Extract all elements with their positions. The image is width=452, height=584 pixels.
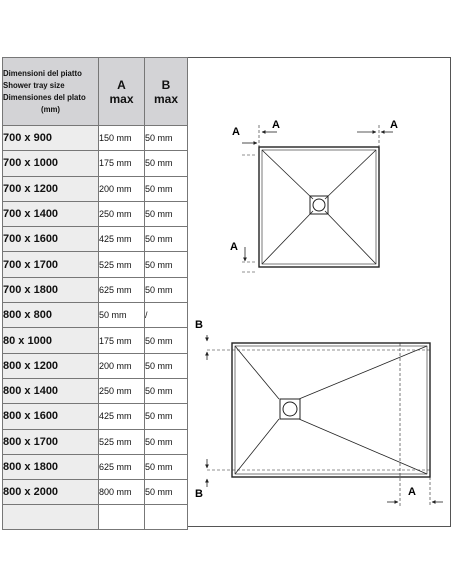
rect-tray-inner	[235, 346, 427, 474]
row-b-max: 50 mm	[145, 328, 188, 353]
header-a-max	[99, 58, 145, 126]
table-row	[3, 227, 188, 252]
row-size: 800 x 1200	[3, 353, 99, 378]
tray-size-table	[2, 57, 188, 530]
row-size: 800 x 1600	[3, 404, 99, 429]
table-row	[3, 454, 188, 479]
row-a-max: 175 mm	[99, 151, 145, 176]
row-size: 80 x 1000	[3, 328, 99, 353]
empty-cell	[99, 505, 145, 530]
rect-tray-diagram	[207, 335, 443, 507]
table-row	[3, 378, 188, 403]
table-row	[3, 303, 188, 328]
square-label-a: A	[390, 119, 398, 131]
row-size: 700 x 1700	[3, 252, 99, 277]
row-a-max: 200 mm	[99, 176, 145, 201]
row-a-max: 250 mm	[99, 201, 145, 226]
table-row	[3, 353, 188, 378]
header-a-max-label: max	[109, 91, 134, 106]
table-row	[3, 252, 188, 277]
row-a-max: 800 mm	[99, 480, 145, 505]
header-line-es: Dimensiones del plato	[3, 92, 86, 102]
row-b-max: 50 mm	[145, 252, 188, 277]
row-b-max: 50 mm	[145, 378, 188, 403]
row-size: 700 x 1800	[3, 277, 99, 302]
square-label-a: A	[272, 119, 280, 131]
row-a-max: 250 mm	[99, 378, 145, 403]
table-row	[3, 480, 188, 505]
empty-cell	[3, 505, 99, 530]
table-row	[3, 126, 188, 151]
square-tray-diagram	[242, 125, 393, 272]
header-line-unit: (mm)	[40, 104, 61, 114]
table-row	[3, 176, 188, 201]
row-b-max: 50 mm	[145, 151, 188, 176]
row-b-max: 50 mm	[145, 277, 188, 302]
row-a-max: 625 mm	[99, 454, 145, 479]
table-row	[3, 151, 188, 176]
rect-drain-grate	[283, 402, 297, 416]
row-a-max: 50 mm	[99, 303, 145, 328]
header-b-max	[145, 58, 188, 126]
row-b-max: /	[145, 303, 188, 328]
row-b-max: 50 mm	[145, 454, 188, 479]
rect-label-b: B	[195, 488, 203, 500]
row-a-max: 525 mm	[99, 252, 145, 277]
row-size: 700 x 900	[3, 126, 99, 151]
row-size: 800 x 1800	[3, 454, 99, 479]
rect-slope-line	[235, 346, 279, 399]
row-b-max: 50 mm	[145, 404, 188, 429]
header-b-letter: B	[161, 77, 171, 92]
row-a-max: 150 mm	[99, 126, 145, 151]
header-a-letter: A	[117, 77, 126, 92]
table-row-empty	[3, 505, 188, 530]
rect-slope-line	[235, 419, 279, 474]
row-a-max: 175 mm	[99, 328, 145, 353]
row-b-max: 50 mm	[145, 227, 188, 252]
square-drain-grate	[313, 199, 325, 211]
row-size: 700 x 1200	[3, 176, 99, 201]
header-line-it: Dimensioni del piatto	[3, 68, 82, 78]
row-a-max: 525 mm	[99, 429, 145, 454]
row-size: 700 x 1600	[3, 227, 99, 252]
row-b-max: 50 mm	[145, 176, 188, 201]
table-row	[3, 404, 188, 429]
row-b-max: 50 mm	[145, 353, 188, 378]
row-size: 700 x 1000	[3, 151, 99, 176]
table-row	[3, 328, 188, 353]
row-a-max: 200 mm	[99, 353, 145, 378]
square-label-a: A	[232, 126, 240, 138]
row-a-max: 625 mm	[99, 277, 145, 302]
row-size: 800 x 1700	[3, 429, 99, 454]
row-b-max: 50 mm	[145, 201, 188, 226]
empty-cell	[145, 505, 188, 530]
row-b-max: 50 mm	[145, 126, 188, 151]
row-b-max: 50 mm	[145, 480, 188, 505]
table-header-row	[3, 58, 188, 126]
row-size: 800 x 2000	[3, 480, 99, 505]
square-slope-line	[325, 211, 376, 264]
row-size: 800 x 1400	[3, 378, 99, 403]
row-a-max: 425 mm	[99, 227, 145, 252]
rect-label-b: B	[195, 319, 203, 331]
rect-slope-line	[299, 346, 427, 399]
square-tray-inner	[262, 150, 376, 264]
square-label-a: A	[230, 241, 238, 253]
square-slope-line	[325, 150, 376, 199]
square-slope-line	[262, 211, 313, 264]
row-size: 700 x 1400	[3, 201, 99, 226]
table-row	[3, 201, 188, 226]
square-slope-line	[262, 150, 313, 199]
header-tray-size	[3, 58, 99, 126]
drain-position-diagrams	[187, 57, 451, 527]
header-line-en: Shower tray size	[3, 80, 65, 90]
row-b-max: 50 mm	[145, 429, 188, 454]
table-row	[3, 429, 188, 454]
header-b-max-label: max	[153, 91, 179, 106]
square-tray-outline	[259, 147, 379, 267]
row-size: 800 x 800	[3, 303, 99, 328]
row-a-max: 425 mm	[99, 404, 145, 429]
table-row	[3, 277, 188, 302]
rect-slope-line	[299, 419, 427, 474]
diagram-svg	[187, 57, 451, 527]
rect-label-a: A	[408, 486, 416, 498]
